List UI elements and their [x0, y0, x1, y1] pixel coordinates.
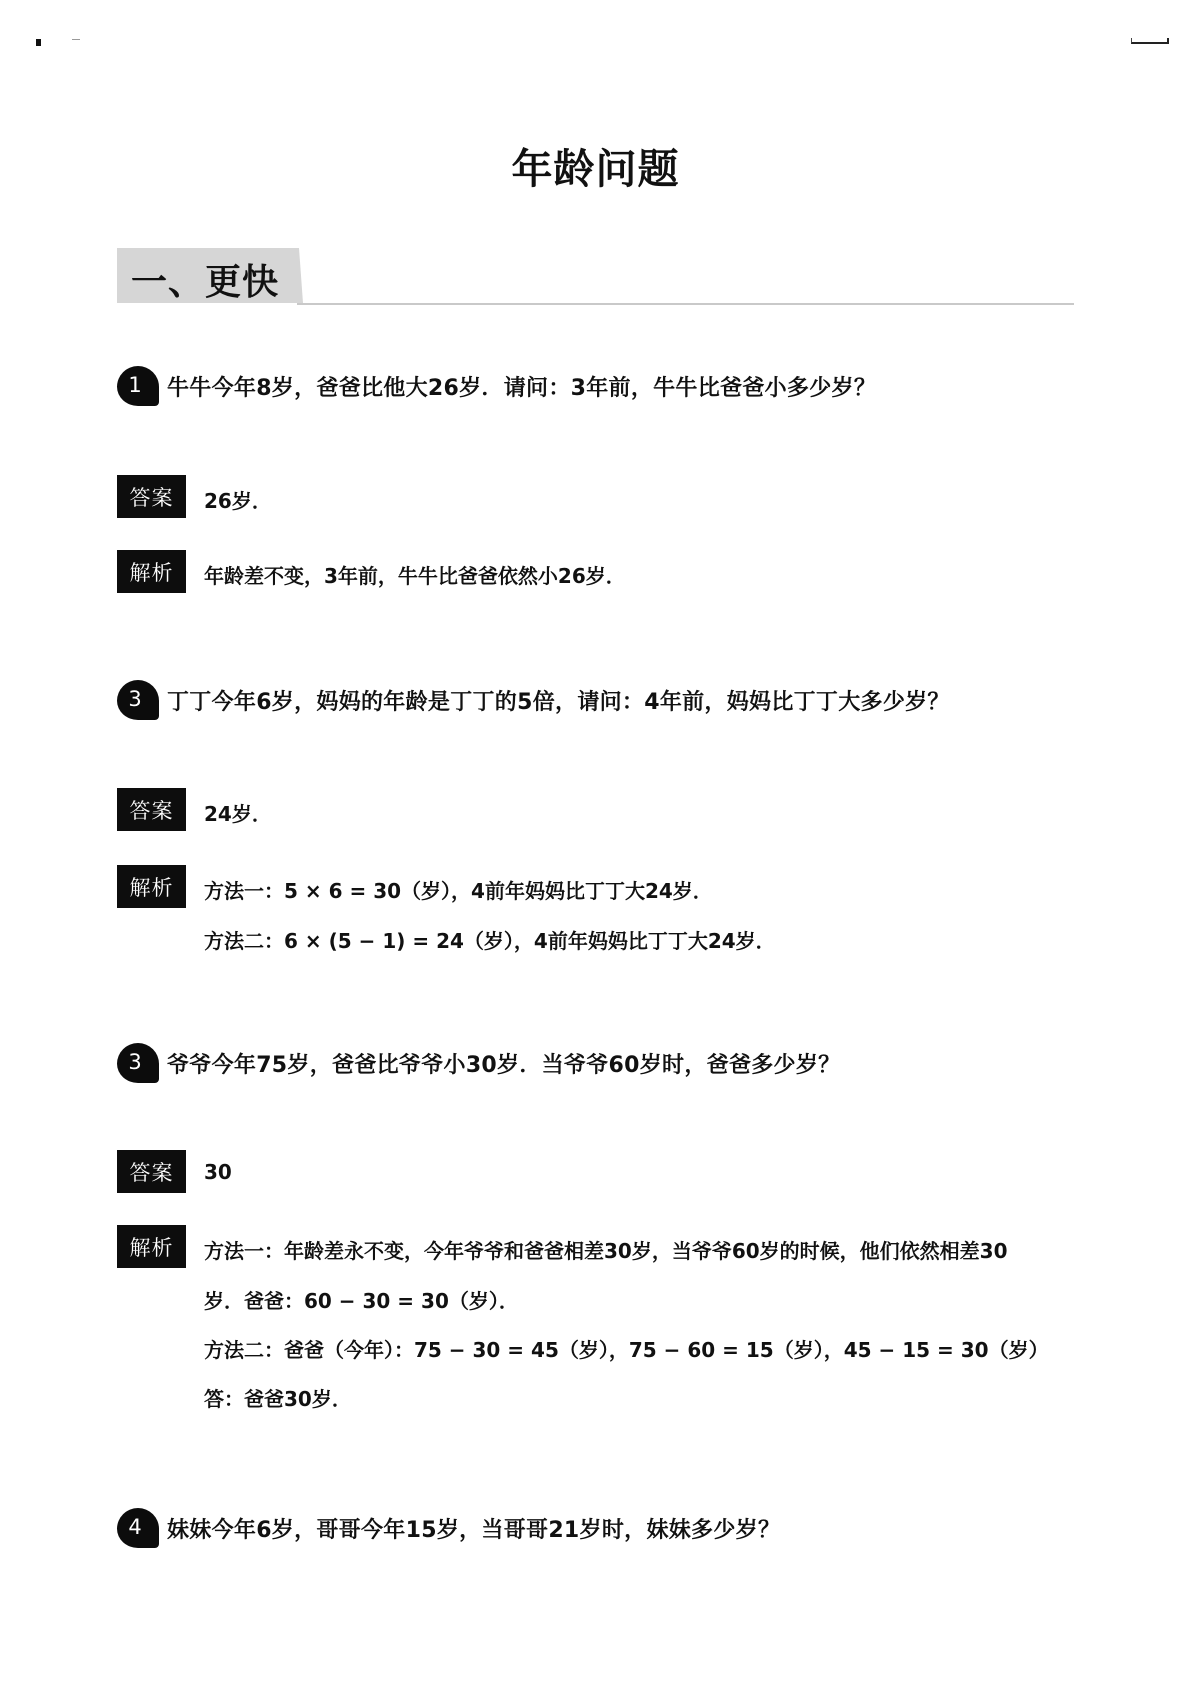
analysis-line: 岁．爸爸：60 − 30 = 30（岁）． [204, 1289, 519, 1313]
question-text: 妹妹今年6岁，哥哥今年15岁，当哥哥21岁时，妹妹多少岁？ [167, 1517, 781, 1543]
scan-mark-right [1131, 38, 1169, 44]
question-text: 牛牛今年8岁，爸爸比他大26岁．请问：3年前，牛牛比爸爸小多少岁？ [167, 375, 877, 401]
question-text: 爷爷今年75岁，爸爸比爷爷小30岁．当爷爷60岁时，爸爸多少岁？ [167, 1052, 841, 1078]
answer-tag: 答案 [117, 475, 186, 518]
question-1 [117, 366, 876, 406]
analysis-line: 方法二：爸爸（今年）：75 − 30 = 45（岁），75 − 60 = 15（岁），45 − 15 = 30（岁） [204, 1338, 1049, 1362]
question-number-badge: 3 [117, 1043, 159, 1083]
answer-text: 24岁． [204, 802, 272, 826]
section-divider [297, 303, 1074, 305]
question-4 [117, 1508, 780, 1548]
answer-tag: 答案 [117, 788, 186, 831]
analysis-tag: 解析 [117, 1225, 186, 1268]
question-number-badge: 3 [117, 680, 159, 720]
page-title: 年龄问题 [511, 145, 680, 193]
analysis-line: 方法一：年龄差永不变，今年爷爷和爸爸相差30岁，当爷爷60岁的时候，他们依然相差30 [204, 1239, 1008, 1263]
section-header [117, 248, 1074, 306]
analysis-tag: 解析 [117, 865, 186, 908]
question-3 [117, 1043, 840, 1083]
question-text: 丁丁今年6岁，妈妈的年龄是丁丁的5倍，请问：4年前，妈妈比丁丁大多少岁？ [167, 689, 950, 715]
answer-tag: 答案 [117, 1150, 186, 1193]
question-number-badge: 1 [117, 366, 159, 406]
answer-text: 26岁． [204, 489, 272, 513]
section-title: 一、更快 [131, 262, 280, 303]
analysis-line: 年龄差不变，3年前，牛牛比爸爸依然小26岁． [204, 564, 626, 588]
analysis-line: 答：爸爸30岁． [204, 1387, 352, 1411]
scan-mark-dash [72, 39, 80, 40]
question-2 [117, 680, 950, 720]
answer-text: 30 [204, 1160, 232, 1184]
scan-mark-left [36, 39, 41, 46]
analysis-tag: 解析 [117, 550, 186, 593]
analysis-line: 方法一：5 × 6 = 30（岁），4前年妈妈比丁丁大24岁． [204, 879, 713, 903]
question-number-badge: 4 [117, 1508, 159, 1548]
analysis-line: 方法二：6 × (5 − 1) = 24（岁），4前年妈妈比丁丁大24岁． [204, 929, 776, 953]
